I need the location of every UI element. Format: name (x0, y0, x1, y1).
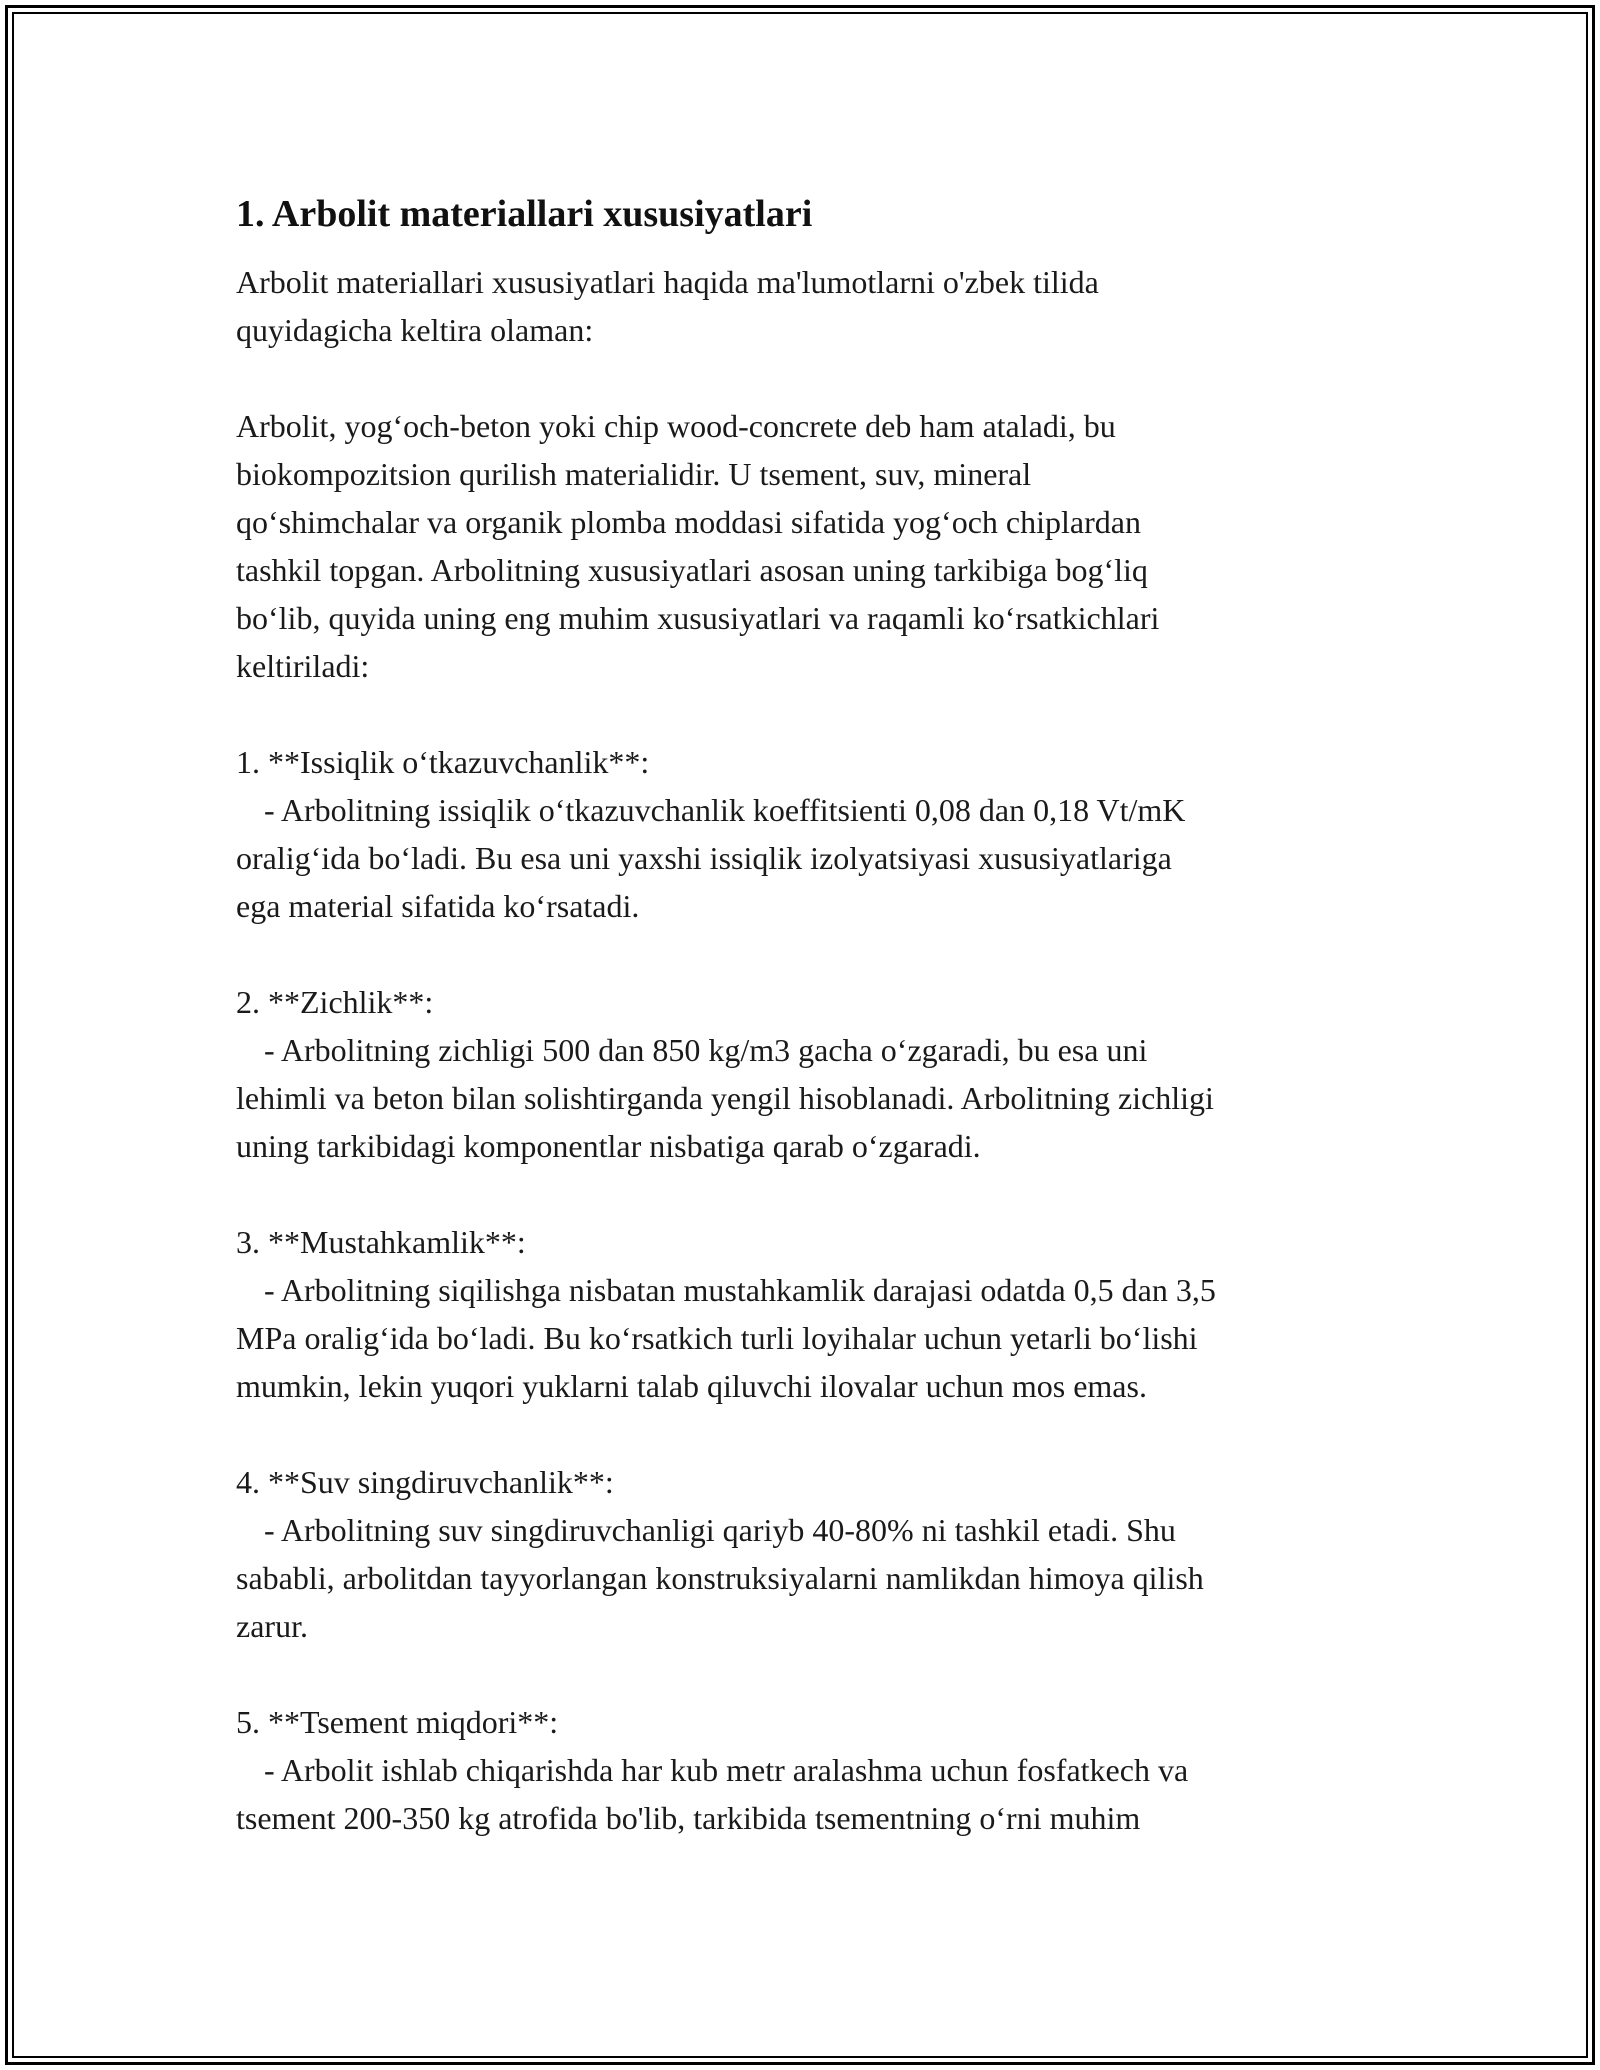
property-item-thermal (236, 738, 1376, 930)
property-text: - Arbolitning suv singdiruvchanligi qariyb 40-80% ni tashkil etadi. Shu sababli, arbolitdan tayyorlangan konstruksiyalarni namlikdan himoya qilish zarur. (236, 1512, 1204, 1644)
description-paragraph: Arbolit, yog‘och-beton yoki chip wood-concrete deb ham ataladi, bu biokompozitsion qurilish materialidir. U tsement, suv, mineral qo‘shimchalar va organik plomba moddasi sifatida yog‘och chiplardan tashkil topgan. Arbolitning xususiyatlari asosan uning tarkibiga bog‘liq bo‘lib, quyida uning eng muhim xususiyatlari va raqamli ko‘rsatkichlari keltiriladi: (236, 408, 1160, 684)
property-item-density (236, 978, 1376, 1170)
property-title: 2. **Zichlik**: (236, 984, 434, 1020)
property-text: - Arbolitning siqilishga nisbatan mustahkamlik darajasi odatda 0,5 dan 3,5 MPa oralig‘ida bo‘ladi. Bu ko‘rsatkich turli loyihalar uchun yetarli bo‘lishi mumkin, lekin yuqori yuklarni talab qiluvchi ilovalar uchun mos emas. (236, 1272, 1216, 1404)
intro-paragraph: Arbolit materiallari xususiyatlari haqida ma'lumotlarni o'zbek tilida quyidagicha keltira olaman: (236, 264, 1099, 348)
property-item-water-absorption (236, 1458, 1376, 1650)
property-item-cement-content (236, 1698, 1376, 1842)
property-title: 1. **Issiqlik o‘tkazuvchanlik**: (236, 744, 650, 780)
property-title: 4. **Suv singdiruvchanlik**: (236, 1464, 614, 1500)
property-item-strength (236, 1218, 1376, 1410)
property-title: 5. **Tsement miqdori**: (236, 1704, 559, 1740)
property-text: - Arbolitning zichligi 500 dan 850 kg/m3 gacha o‘zgaradi, bu esa uni lehimli va beton bilan solishtirganda yengil hisoblanadi. Arbolitning zichligi uning tarkibidagi komponentlar nisbatiga qarab o‘zgaradi. (236, 1032, 1214, 1164)
property-text: - Arbolitning issiqlik o‘tkazuvchanlik koeffitsienti 0,08 dan 0,18 Vt/mK oralig‘ida bo‘ladi. Bu esa uni yaxshi issiqlik izolyatsiyasi xususiyatlariga ega material sifatida ko‘rsatadi. (236, 792, 1186, 924)
document-body (236, 186, 1376, 1842)
section-heading: 1. Arbolit materiallari xususiyatlari (236, 193, 813, 235)
property-title: 3. **Mustahkamlik**: (236, 1224, 526, 1260)
property-text: - Arbolit ishlab chiqarishda har kub metr aralashma uchun fosfatkech va tsement 200-350 kg atrofida bo'lib, tarkibida tsementning o‘rni muhim (236, 1752, 1189, 1836)
